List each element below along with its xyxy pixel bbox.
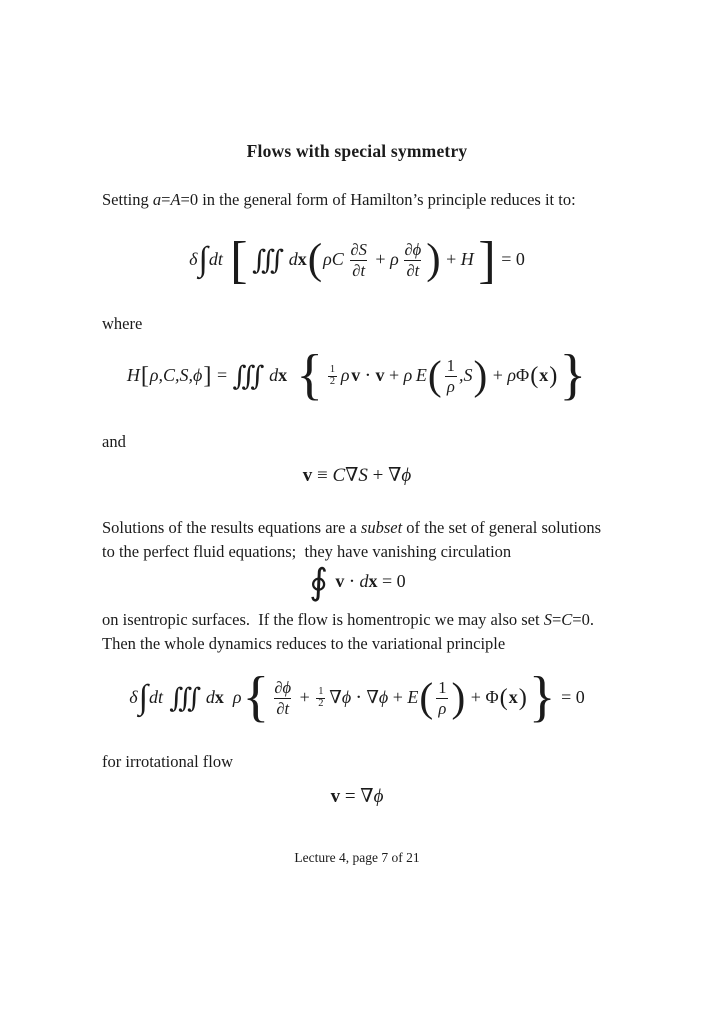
equation-irrotational-velocity: v = ∇ ϕ bbox=[330, 785, 384, 807]
page-footer: Lecture 4, page 7 of 21 bbox=[294, 850, 420, 865]
paragraph-irrotational-flow: for irrotational flow bbox=[102, 752, 234, 771]
equation-velocity-definition: v ≡ C ∇ S + ∇ ϕ bbox=[302, 464, 412, 486]
where-label: where bbox=[102, 314, 143, 333]
equation-vanishing-circulation: ∮ v ⋅ d x = 0 bbox=[309, 562, 406, 602]
paragraph-isentropic: on isentropic surfaces. If the flow is homentropic we may also set S=C=0. Then the whole dynamics reduces to the variational principle bbox=[102, 610, 603, 653]
paragraph-solutions-subset: Solutions of the results equations are a subset of the set of general solutions to the perfect fluid equations; they have vanishing circulation bbox=[102, 518, 602, 561]
equation-hamiltonian-functional: H [ ρ,C,S,ϕ ] = ∭ d x { $\frac{1}{2}$ ρ v ⋅ v + ρ E ( $\frac{1}{\rho}$ ,S ) + ρ Φ ( x ) } bbox=[126, 344, 587, 407]
paragraph-setting: Setting a=A=0 in the general form of Hamilton’s principle reduces it to: bbox=[102, 190, 576, 209]
page-title: Flows with special symmetry bbox=[246, 141, 468, 161]
equation-hamilton-principle: δ ∫ dt [ ∭ d x ( ρC $\frac{\partial S}{\partial t}$ + ρ $\frac{\partial\phi}{\partial t}$ ) + H ] = 0 bbox=[189, 230, 525, 289]
equation-variational-principle: δ ∫ dt ∭ d x ρ { $\frac{\partial\phi}{\partial t}$ + $\frac{1}{2}$ ∇ ϕ ⋅ ∇ ϕ + E ( $\frac{1}{\rho}$ ) + Φ ( x ) } = 0 bbox=[129, 666, 585, 729]
and-label: and bbox=[102, 432, 126, 451]
